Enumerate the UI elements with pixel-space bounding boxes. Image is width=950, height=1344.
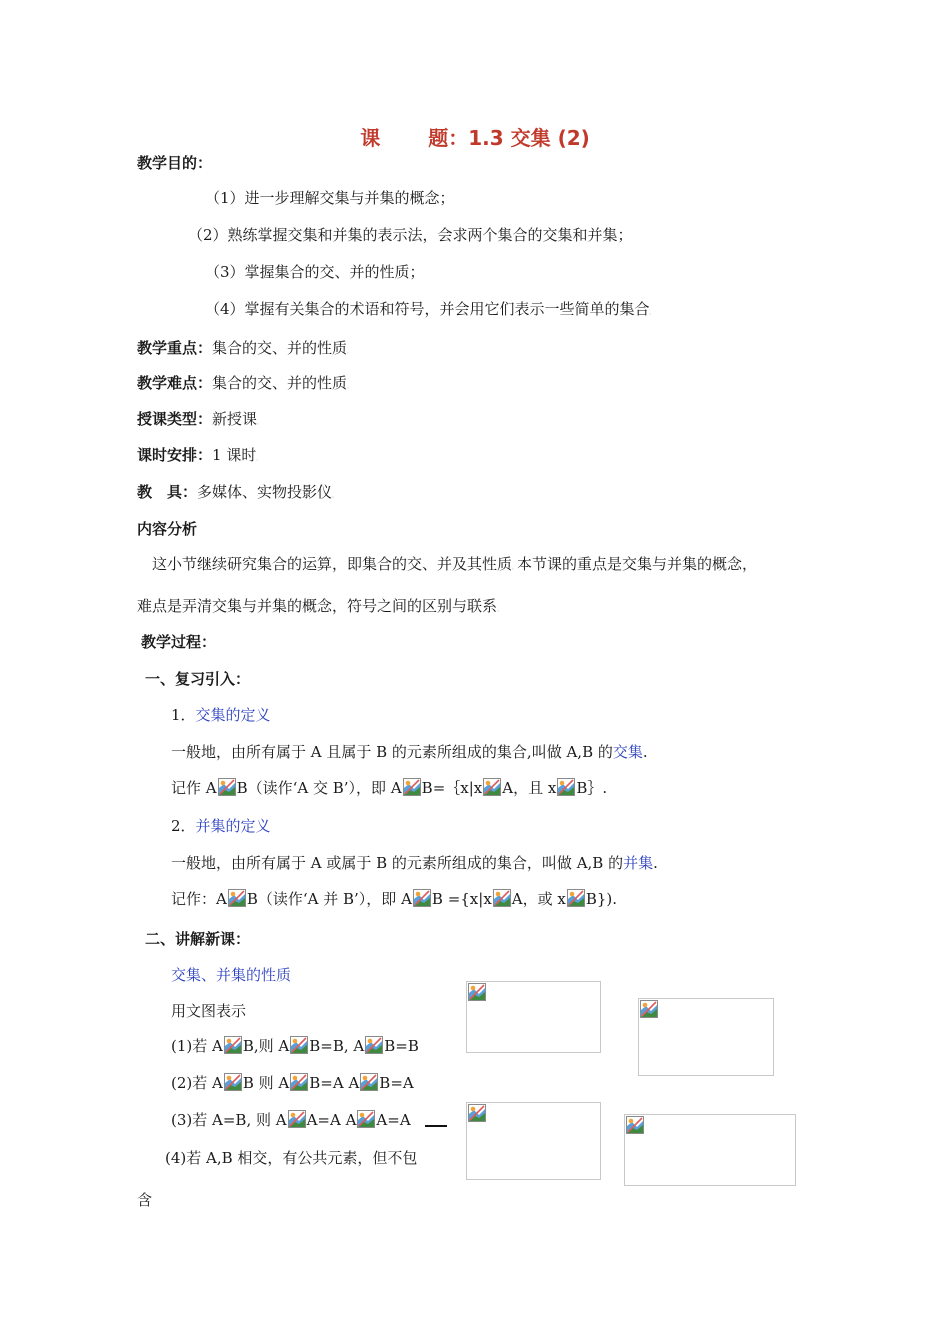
broken-image-icon: [640, 1000, 658, 1018]
properties-title: 交集、并集的性质: [171, 966, 292, 984]
broken-image-icon: [224, 1036, 242, 1054]
review-heading: 一、复习引入：: [145, 670, 251, 688]
blank-underline: [425, 1125, 447, 1127]
broken-image-icon: [557, 778, 575, 796]
broken-image-icon: [567, 889, 585, 907]
meta-lesson-type: 授课类型：新授课。: [137, 410, 263, 428]
venn-label: 用文图表示: [171, 1002, 247, 1020]
union-definition-title: 2．并集的定义: [171, 817, 271, 835]
newlesson-heading: 二、讲解新课：: [145, 930, 251, 948]
intersection-definition-title: 1．交集的定义: [171, 706, 271, 724]
broken-image-icon: [413, 889, 431, 907]
intersection-notation: 记作 A B（读作‘A 交 B’），即 A B=｛x|x A，且 x B｝.: [171, 779, 608, 797]
broken-image-icon: [403, 778, 421, 796]
analysis-paragraph-1: 这小节继续研究集合的运算，即集合的交、并及其性质。本节课的重点是交集与并集的概念，: [152, 555, 758, 573]
broken-image-icon: [218, 778, 236, 796]
broken-image-icon: [357, 1110, 375, 1128]
broken-image-icon: [288, 1110, 306, 1128]
venn-diagram-image-3: [466, 1102, 601, 1180]
objective-item-3: （3）掌握集合的交、并的性质；: [205, 263, 425, 281]
analysis-label: 内容分析: [137, 520, 198, 538]
broken-image-icon: [468, 983, 486, 1001]
broken-image-icon: [290, 1073, 308, 1091]
broken-image-icon: [493, 889, 511, 907]
broken-image-icon: [360, 1073, 378, 1091]
broken-image-icon: [228, 889, 246, 907]
broken-image-icon: [224, 1073, 242, 1091]
page-title: 课 题：1.3 交集 (2): [360, 126, 590, 150]
broken-image-icon: [365, 1036, 383, 1054]
property-4: (4)若 A,B 相交，有公共元素，但不包: [165, 1149, 418, 1167]
union-definition: 一般地，由所有属于 A 或属于 B 的元素所组成的集合，叫做 A,B 的并集.: [171, 854, 658, 872]
broken-image-icon: [626, 1116, 644, 1134]
union-notation: 记作：A B（读作‘A 并 B’），即 A B ={x|x A，或 x B}).: [171, 890, 618, 908]
objective-item-1: （1）进一步理解交集与并集的概念；: [205, 189, 455, 207]
objectives-label: 教学目的：: [137, 154, 213, 172]
property-1: (1)若 A B,则 A B=B, A B=B: [171, 1037, 419, 1055]
objective-item-4: （4）掌握有关集合的术语和符号，并会用它们表示一些简单的集合。: [205, 300, 655, 318]
intersection-definition: 一般地，由所有属于 A 且属于 B 的元素所组成的集合,叫做 A,B 的交集.: [171, 743, 648, 761]
property-2: (2)若 A B 则 A B=A A B=A: [171, 1074, 414, 1092]
broken-image-icon: [290, 1036, 308, 1054]
venn-diagram-image-1: [466, 981, 601, 1053]
process-label: 教学过程：: [141, 633, 217, 651]
broken-image-icon: [468, 1104, 486, 1122]
meta-tools: 教 具：多媒体、实物投影仪。: [137, 483, 338, 501]
meta-key-point: 教学重点：集合的交、并的性质。: [137, 339, 353, 357]
analysis-paragraph-2: 难点是弄清交集与并集的概念，符号之间的区别与联系。: [137, 597, 503, 615]
meta-schedule: 课时安排：1 课时。: [137, 446, 262, 464]
venn-diagram-image-4: [624, 1114, 796, 1186]
objective-item-2: （2）熟练掌握交集和并集的表示法，会求两个集合的交集和并集；: [188, 226, 633, 244]
property-3: (3)若 A=B, 则 A A=A A A=A: [171, 1110, 447, 1130]
venn-diagram-image-2: [638, 998, 774, 1076]
property-4-continued: 含: [137, 1191, 153, 1209]
broken-image-icon: [483, 778, 501, 796]
meta-difficulty: 教学难点：集合的交、并的性质。: [137, 374, 353, 392]
